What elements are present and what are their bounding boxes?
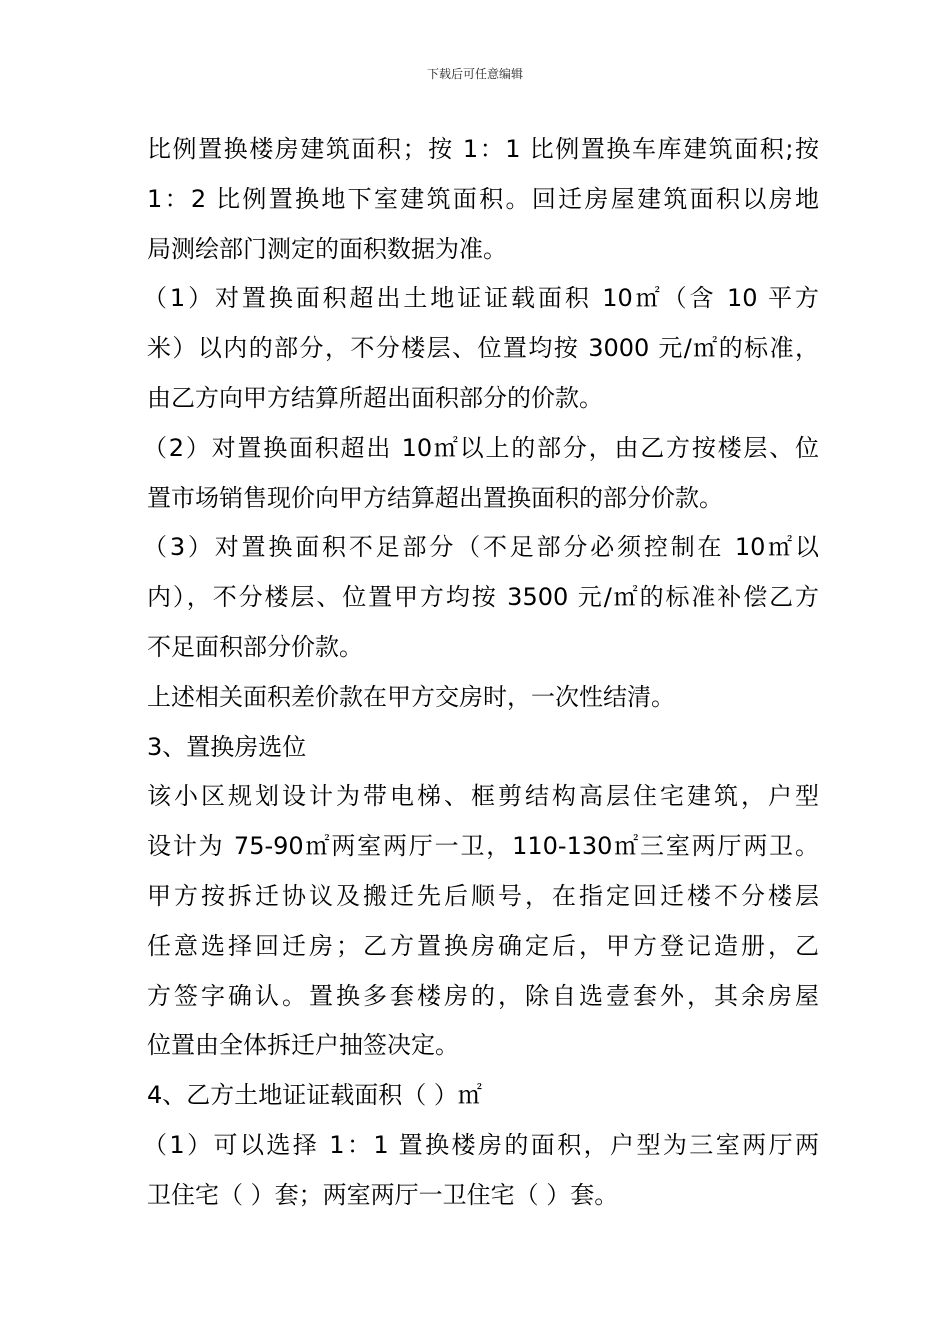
section-heading: 4、乙方土地证证载面积（ ）㎡ [147,1081,482,1110]
text-line: 设计为 75-90㎡两室两厅一卫，110-130㎡三室两厅两卫。 [147,832,819,861]
text-line: 由乙方向甲方结算所超出面积部分的价款。 [147,383,603,412]
text-line: （1）对置换面积超出土地证证载面积 10㎡（含 10 平方 [143,284,819,313]
text-line: 该小区规划设计为带电梯、框剪结构高层住宅建筑，户型 [147,782,819,811]
text-line: 局测绘部门测定的面积数据为准。 [147,234,507,263]
text-line: （1）可以选择 1：1 置换楼房的面积，户型为三室两厅两 [143,1130,819,1159]
text-line: 不足面积部分价款。 [147,632,363,661]
text-line: 卫住宅（ ）套；两室两厅一卫住宅（ ）套。 [147,1180,619,1209]
text-line: 比例置换楼房建筑面积；按 1：1 比例置换车库建筑面积;按 [147,135,819,163]
section-heading: 3、置换房选位 [147,732,307,761]
document-body [143,125,819,1221]
text-line: 任意选择回迁房；乙方置换房确定后，甲方登记造册，乙 [147,931,819,960]
text-line: 1：2 比例置换地下室建筑面积。回迁房屋建筑面积以房地 [147,184,819,213]
text-line: 位置由全体拆迁户抽签决定。 [147,1031,459,1060]
text-line: 方签字确认。置换多套楼房的，除自选壹套外，其余房屋 [147,981,819,1010]
text-line: 内），不分楼层、位置甲方均按 3500 元/㎡的标准补偿乙方 [147,583,819,612]
text-line: （3）对置换面积不足部分（不足部分必须控制在 10㎡以 [143,533,819,562]
text-line: 甲方按拆迁协议及搬迁先后顺号，在指定回迁楼不分楼层 [147,881,819,910]
text-line: 上述相关面积差价款在甲方交房时，一次性结清。 [147,682,675,711]
text-line: 置市场销售现价向甲方结算超出置换面积的部分价款。 [147,483,723,512]
text-line: 米）以内的部分，不分楼层、位置均按 3000 元/㎡的标准， [147,334,819,363]
page-header: 下载后可任意编辑 [426,67,523,81]
text-line: （2）对置换面积超出 10㎡以上的部分，由乙方按楼层、位 [143,433,819,462]
